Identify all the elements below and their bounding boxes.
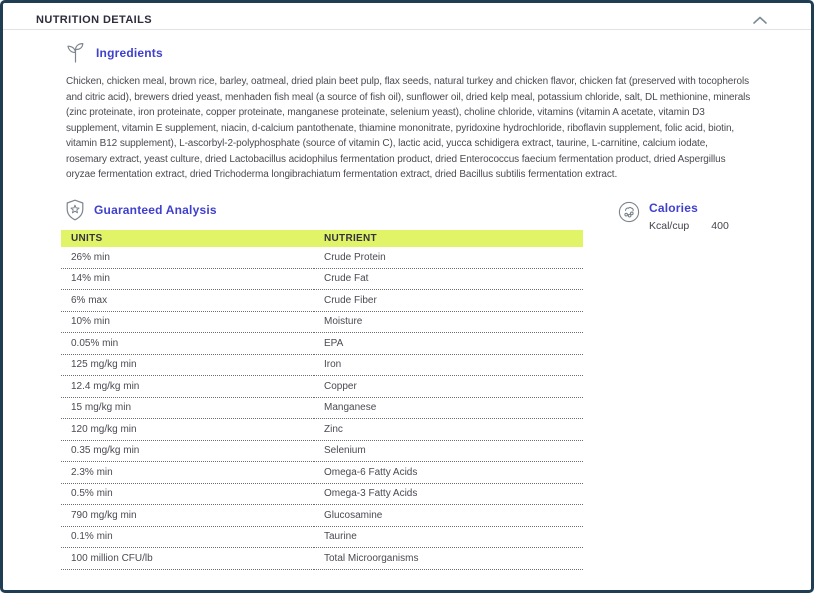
table-row: [61, 333, 583, 355]
nutrient-cell: Taurine: [314, 526, 583, 548]
table-row: [61, 483, 583, 505]
kibble-scoop-icon: [618, 201, 640, 223]
nutrient-cell: Glucosamine: [314, 505, 583, 527]
units-cell: 15 mg/kg min: [61, 397, 314, 419]
table-row: [61, 247, 583, 269]
units-cell: 100 million CFU/lb: [61, 548, 314, 570]
table-row: [61, 419, 583, 441]
units-cell: 790 mg/kg min: [61, 505, 314, 527]
nutrient-cell: Omega-6 Fatty Acids: [314, 462, 583, 484]
nutrient-cell: Selenium: [314, 440, 583, 462]
nutrient-cell: EPA: [314, 333, 583, 355]
table-header-row: [61, 230, 583, 247]
shield-star-icon: [65, 199, 85, 221]
leaf-icon: [65, 42, 87, 64]
ingredients-text: Chicken, chicken meal, brown rice, barley, oatmeal, dried plain beet pulp, flax seeds, natural turkey and chicken flavor, chicken fat (preserved with tocopherols and citric acid), brewers dried yeast, menhaden fish meal (a source of fish oil), sunflower oil, dried kelp meal, potassium chloride, salt, DL methionine, minerals (zinc proteinate, iron proteinate, copper proteinate, manganese proteinate, selenium yeast), choline chloride, vitamins (vitamin A acetate, vitamin D3 supplement, vitamin E supplement, niacin, d-calcium pantothenate, thiamine mononitrate, pyridoxine hydrochloride, riboflavin supplement, folic acid, biotin, vitamin B12 supplement), L-ascorbyl-2-polyphosphate (source of vitamin C), lactic acid, yucca schidigera extract, taurine, L-carnitine, calcium iodate, rosemary extract, yeast culture, dried Lactobacillus acidophilus fermentation product, dried Enterococcus faecium fermentation product, dried Aspergillus oryzae fermentation extract, dried Trichoderma longibrachiatum fermentation extract, dried Bacillus subtilis fermentation extract.: [66, 76, 751, 180]
units-cell: 0.5% min: [61, 483, 314, 505]
table-row: [61, 376, 583, 398]
units-cell: 125 mg/kg min: [61, 354, 314, 376]
table-row: [61, 397, 583, 419]
units-cell: 26% min: [61, 247, 314, 269]
panel-header: [3, 3, 811, 29]
table-row: [61, 440, 583, 462]
table-row: [61, 354, 583, 376]
units-cell: 14% min: [61, 268, 314, 290]
analysis-row: [61, 199, 811, 570]
units-cell: 12.4 mg/kg min: [61, 376, 314, 398]
guaranteed-analysis-section: [61, 199, 583, 570]
table-row: [61, 311, 583, 333]
guaranteed-analysis-table: [61, 230, 583, 570]
table-row: [61, 290, 583, 312]
nutrient-cell: Manganese: [314, 397, 583, 419]
guaranteed-analysis-heading: Guaranteed Analysis: [94, 202, 217, 217]
table-row: [61, 526, 583, 548]
collapse-panel-button[interactable]: [751, 14, 769, 27]
nutrient-cell: Iron: [314, 354, 583, 376]
nutrient-cell: Crude Fat: [314, 268, 583, 290]
ga-table-body: [61, 247, 583, 570]
ingredients-heading: Ingredients: [96, 46, 163, 60]
nutrient-cell: Zinc: [314, 419, 583, 441]
nutrient-cell: Omega-3 Fatty Acids: [314, 483, 583, 505]
calories-section: [618, 199, 729, 232]
units-cell: 0.05% min: [61, 333, 314, 355]
units-cell: 2.3% min: [61, 462, 314, 484]
calories-value: 400: [711, 219, 729, 232]
table-row: [61, 548, 583, 570]
nutrient-cell: Total Microorganisms: [314, 548, 583, 570]
nutrient-cell: Copper: [314, 376, 583, 398]
table-row: [61, 268, 583, 290]
calories-unit-label: Kcal/cup: [649, 219, 690, 232]
calories-heading: Calories: [649, 200, 698, 215]
chevron-up-icon: [753, 16, 767, 25]
units-cell: 10% min: [61, 311, 314, 333]
units-cell: 120 mg/kg min: [61, 419, 314, 441]
header-divider: [3, 29, 811, 30]
nutrient-cell: Crude Fiber: [314, 290, 583, 312]
nutrient-cell: Moisture: [314, 311, 583, 333]
panel-title: NUTRITION DETAILS: [36, 14, 152, 26]
units-cell: 0.1% min: [61, 526, 314, 548]
table-row: [61, 462, 583, 484]
ingredients-section: [65, 42, 751, 183]
units-cell: 0.35 mg/kg min: [61, 440, 314, 462]
table-row: [61, 505, 583, 527]
column-header-nutrient: NUTRIENT: [314, 230, 583, 247]
units-cell: 6% max: [61, 290, 314, 312]
column-header-units: UNITS: [61, 230, 314, 247]
nutrient-cell: Crude Protein: [314, 247, 583, 269]
